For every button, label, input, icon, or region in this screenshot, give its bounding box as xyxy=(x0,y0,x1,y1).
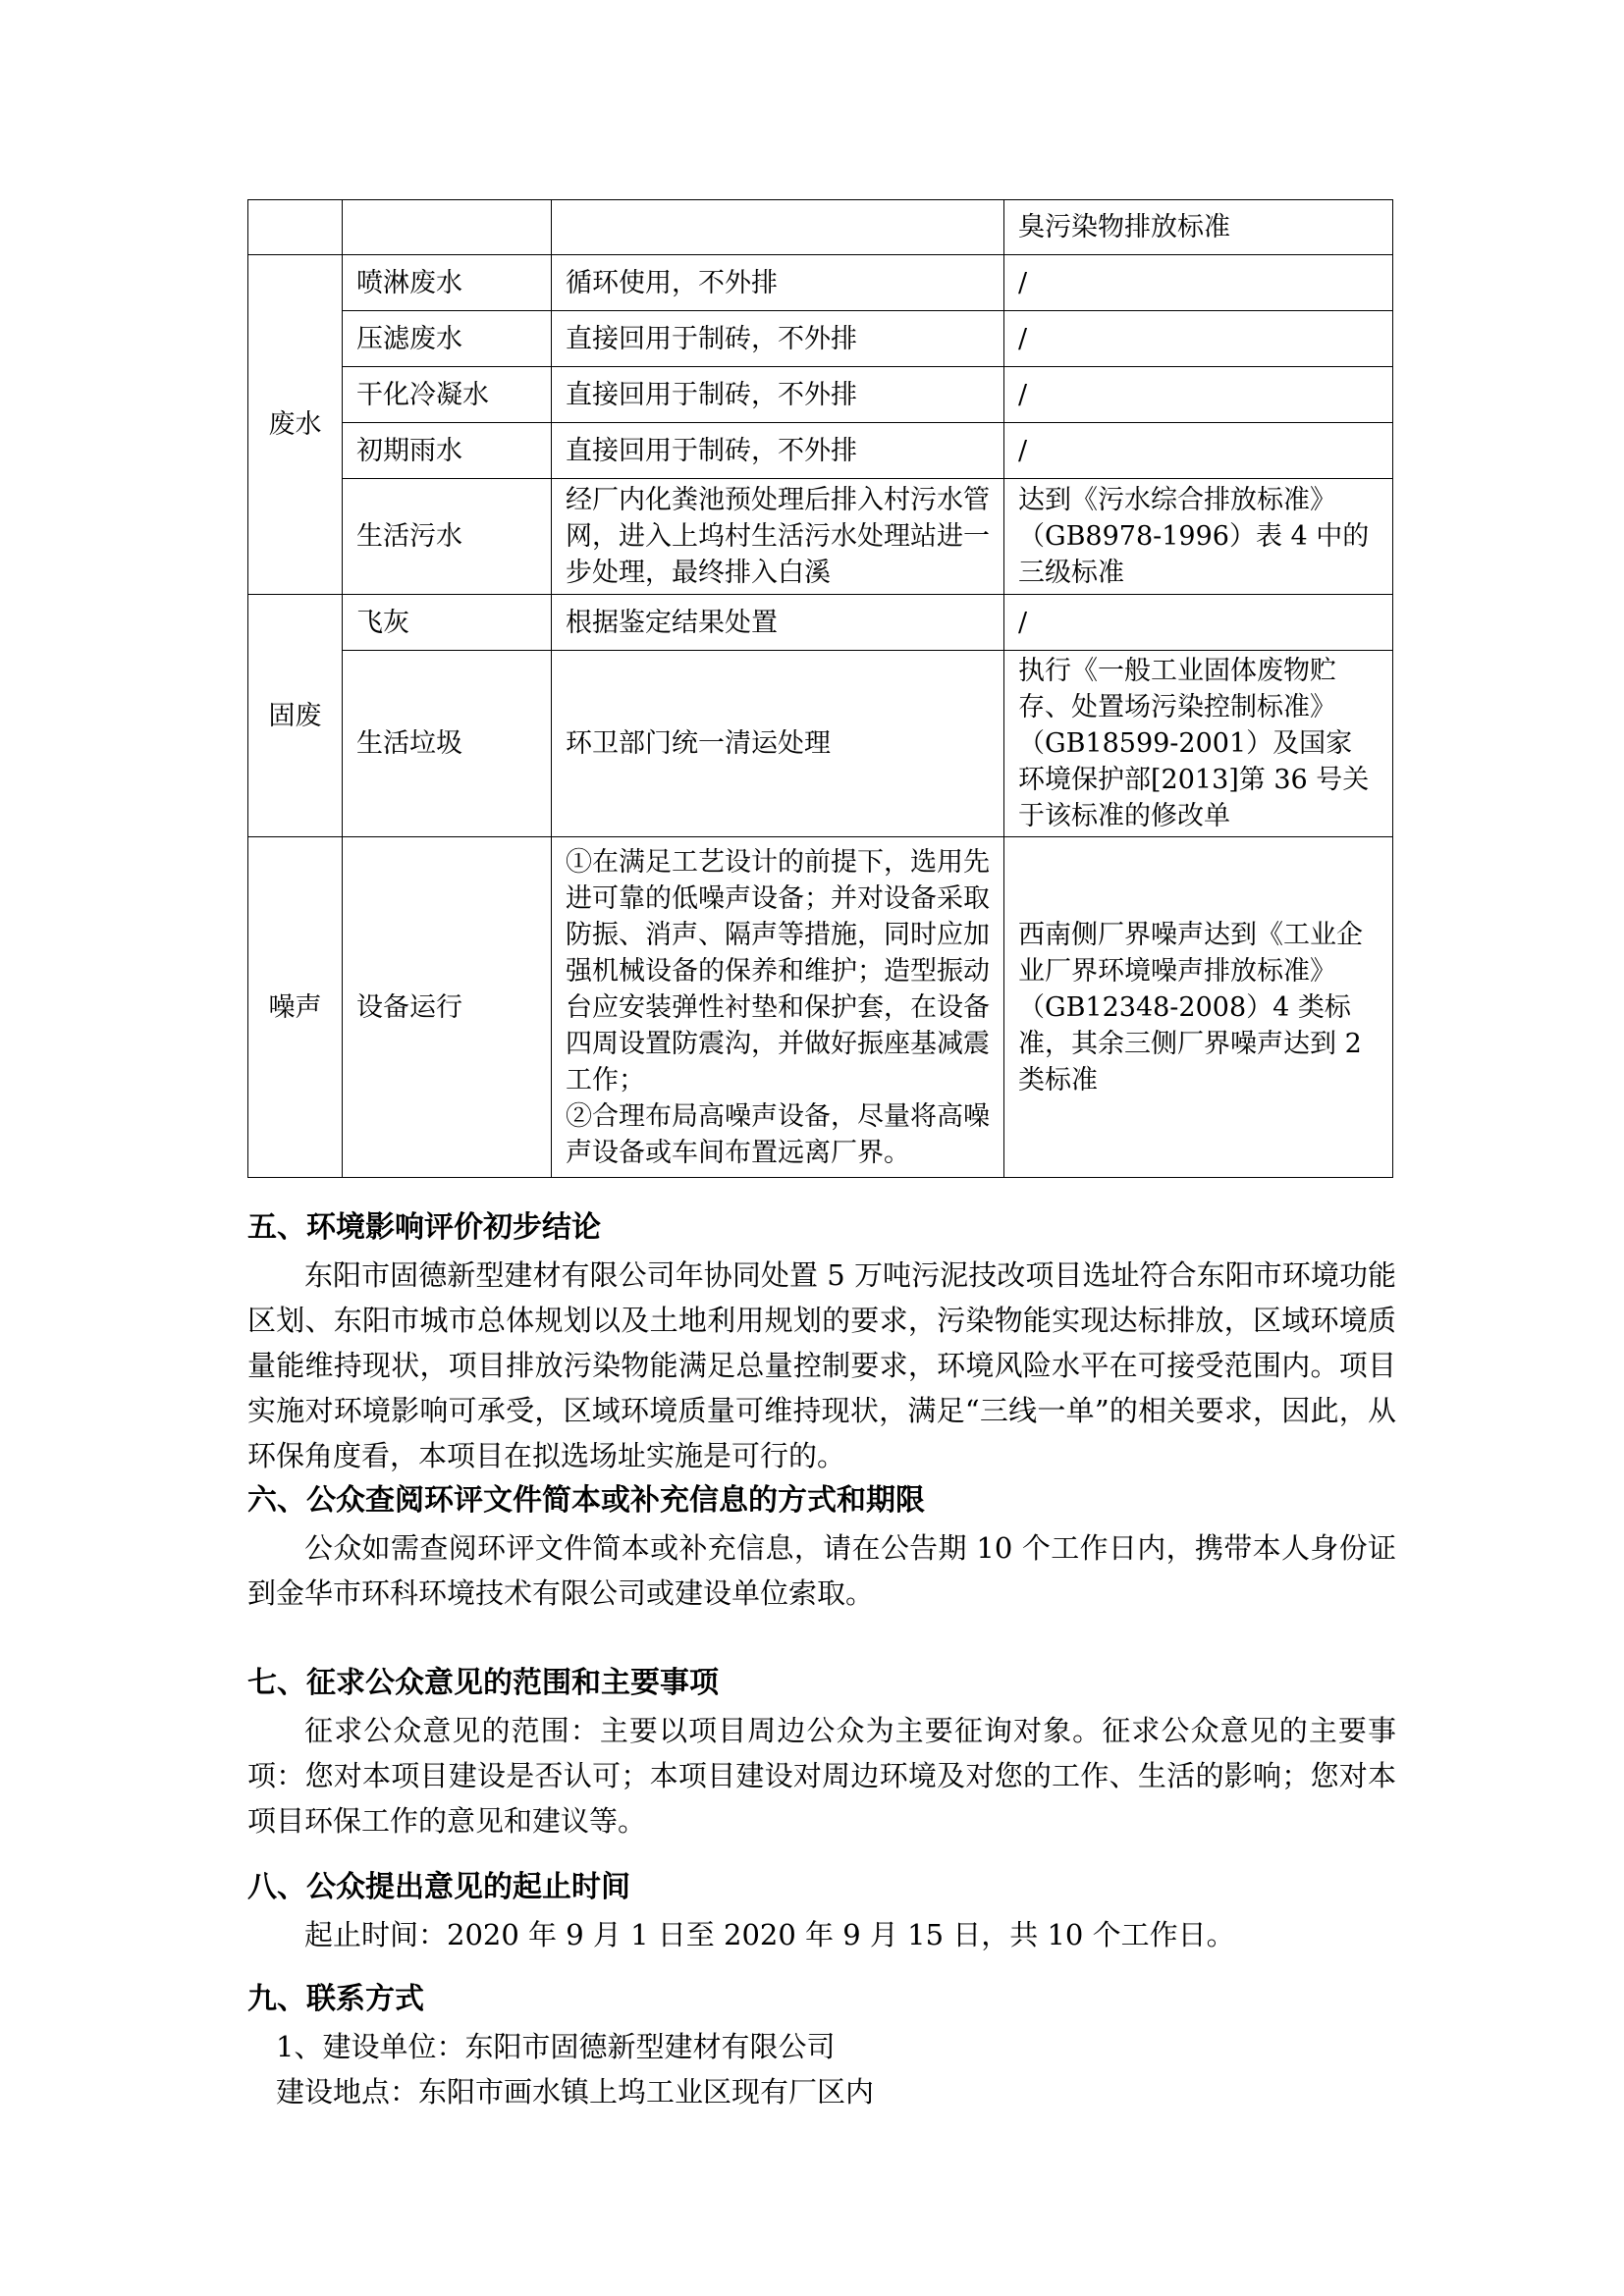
table-cell: 直接回用于制砖，不外排 xyxy=(552,423,1004,479)
contact-line: 1、建设单位：东阳市固德新型建材有限公司 xyxy=(276,2030,836,2063)
table-row xyxy=(248,423,1393,479)
section-body: 征求公众意见的范围：主要以项目周边公众为主要征询对象。征求公众意见的主要事项：您对本项目建设是否认可；本项目建设对周边环境及对您的工作、生活的影响；您对本项目环保工作的意见和建议等。 xyxy=(247,1714,1396,1838)
table-cell: / xyxy=(1004,423,1393,479)
table-row xyxy=(248,311,1393,367)
section-body: 东阳市固德新型建材有限公司年协同处置 5 万吨污泥技改项目选址符合东阳市环境功能区划、东阳市城市总体规划以及土地利用规划的要求，污染物能实现达标排放，区域环境质量能维持现状，项目排放污染物能满足总量控制要求，环境风险水平在可接受范围内。项目实施对环境影响可承受，区域环境质量可维持现状，满足“三线一单”的相关要求，因此，从环保角度看，本项目在拟选场址实施是可行的。 xyxy=(247,1258,1396,1472)
table-row xyxy=(248,479,1393,595)
table-cell: 根据鉴定结果处置 xyxy=(552,595,1004,651)
section-title: 六、公众查阅环评文件简本或补充信息的方式和期限 xyxy=(247,1483,925,1518)
table-cell: 经厂内化粪池预处理后排入村污水管网，进入上坞村生活污水处理站进一步处理，最终排入白溪 xyxy=(552,479,1004,595)
table-cell: 初期雨水 xyxy=(343,423,552,479)
section-title: 七、征求公众意见的范围和主要事项 xyxy=(247,1666,719,1700)
table-cell: 压滤废水 xyxy=(343,311,552,367)
table-cell: 干化冷凝水 xyxy=(343,367,552,423)
table-cell: 直接回用于制砖，不外排 xyxy=(552,367,1004,423)
table-cell: 循环使用，不外排 xyxy=(552,255,1004,311)
table-cell: 达到《污水综合排放标准》（GB8978-1996）表 4 中的三级标准 xyxy=(1004,479,1393,595)
section-6 xyxy=(247,1476,1396,1616)
table-row xyxy=(248,595,1393,651)
table-cell: / xyxy=(1004,595,1393,651)
table-cell: / xyxy=(1004,255,1393,311)
table-row xyxy=(248,200,1393,255)
section-title: 五、环境影响评价初步结论 xyxy=(247,1210,601,1245)
table-cell xyxy=(343,200,552,255)
category-cell-solid-waste: 固废 xyxy=(248,595,343,837)
table-cell: 设备运行 xyxy=(343,837,552,1178)
table-cell: / xyxy=(1004,311,1393,367)
table-row xyxy=(248,255,1393,311)
table-cell xyxy=(552,200,1004,255)
table-cell: 臭污染物排放标准 xyxy=(1004,200,1393,255)
table-cell: 生活垃圾 xyxy=(343,651,552,837)
section-title: 九、联系方式 xyxy=(247,1982,424,2016)
table-cell: 生活污水 xyxy=(343,479,552,595)
pollution-control-table xyxy=(247,199,1393,1178)
section-5 xyxy=(247,1203,1396,1478)
section-title: 八、公众提出意见的起止时间 xyxy=(247,1870,630,1904)
table-cell xyxy=(248,200,343,255)
section-body: 起止时间：2020 年 9 月 1 日至 2020 年 9 月 15 日，共 10 个工作日。 xyxy=(304,1918,1235,1951)
section-7 xyxy=(247,1659,1396,1843)
table-cell: 西南侧厂界噪声达到《工业企业厂界环境噪声排放标准》（GB12348-2008）4 类标准，其余三侧厂界噪声达到 2 类标准 xyxy=(1004,837,1393,1178)
table-cell: 喷淋废水 xyxy=(343,255,552,311)
table-cell: 飞灰 xyxy=(343,595,552,651)
measure-line: ②合理布局高噪声设备，尽量将高噪声设备或车间布置远离厂界。 xyxy=(566,1100,990,1168)
table-cell: 执行《一般工业固体废物贮存、处置场污染控制标准》（GB18599-2001）及国家环境保护部[2013]第 36 号关于该标准的修改单 xyxy=(1004,651,1393,837)
table-cell: 直接回用于制砖，不外排 xyxy=(552,311,1004,367)
category-cell-wastewater: 废水 xyxy=(248,255,343,595)
section-body: 公众如需查阅环评文件简本或补充信息，请在公告期 10 个工作日内，携带本人身份证到金华市环科环境技术有限公司或建设单位索取。 xyxy=(247,1531,1396,1610)
table-row xyxy=(248,367,1393,423)
table-cell: 环卫部门统一清运处理 xyxy=(552,651,1004,837)
category-cell-noise: 噪声 xyxy=(248,837,343,1178)
measure-line: ①在满足工艺设计的前提下，选用先进可靠的低噪声设备；并对设备采取防振、消声、隔声等措施，同时应加强机械设备的保养和维护；造型振动台应安装弹性衬垫和保护套，在设备四周设置防震沟，并做好振座基减震工作； xyxy=(566,846,990,1095)
contact-line: 建设地点：东阳市画水镇上坞工业区现有厂区内 xyxy=(276,2075,875,2109)
section-9 xyxy=(247,1975,1396,2114)
table-row xyxy=(248,651,1393,837)
table-row xyxy=(248,837,1393,1178)
section-8 xyxy=(247,1863,1396,1957)
table-cell: / xyxy=(1004,367,1393,423)
table-cell xyxy=(552,837,1004,1178)
